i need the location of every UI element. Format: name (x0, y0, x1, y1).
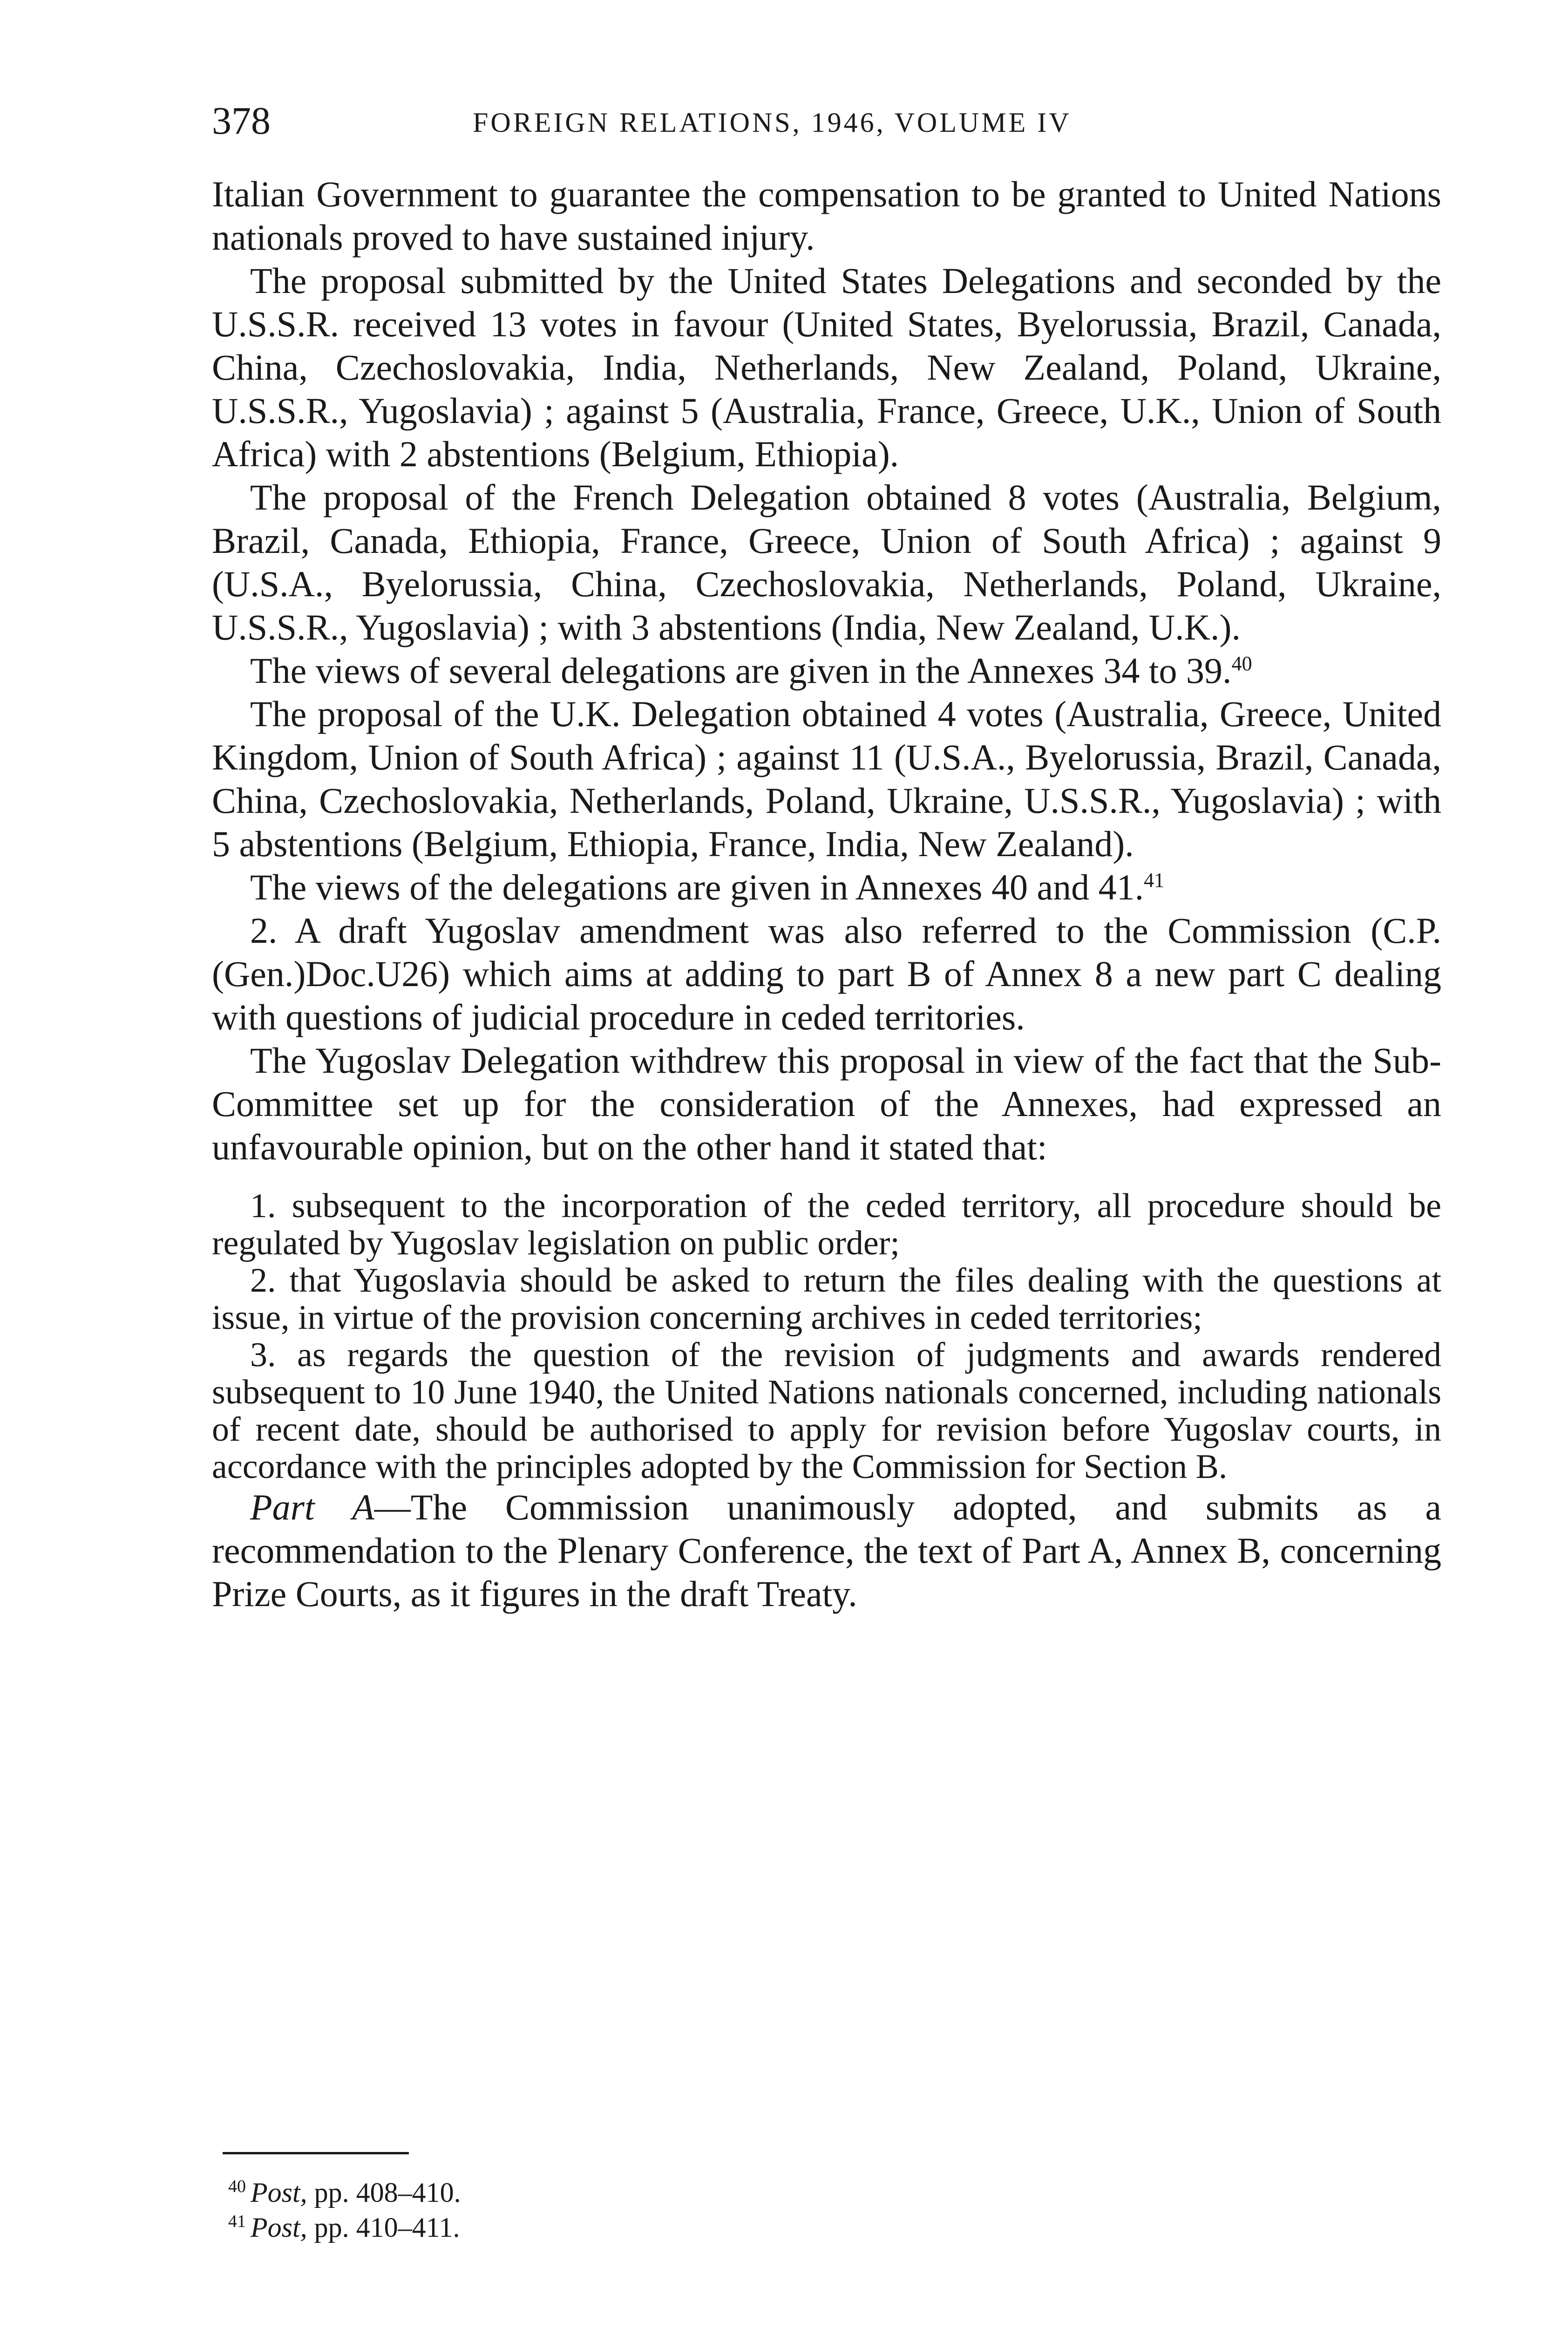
yugoslav-statement-list (212, 1187, 1441, 1485)
footnote-mark: 41 (228, 2212, 246, 2231)
footnote-label: Post, (251, 2212, 307, 2243)
paragraph-delegation-views-text: The views of the delegations are given in Annexes 40 and 41. (250, 867, 1144, 907)
footnote-text: pp. 410–411. (307, 2212, 460, 2243)
paragraph-uk-proposal-vote: The proposal of the U.K. Delegation obtained 4 votes (Australia, Greece, United Kingdom, Union of South Africa) ; against 11 (U.S.A., Byelorussia, Brazil, Canada, China, Czechoslovakia, Netherlands, Poland, Ukraine, U.S.S.R., Yugoslavia) ; with 5 abstentions (Belgium, Ethiopia, France, India, New Zealand). (212, 694, 1441, 864)
paragraph-french-proposal-vote: The proposal of the French Delegation obtained 8 votes (Australia, Belgium, Brazil, Canada, Ethiopia, France, Greece, Union of South Africa) ; against 9 (U.S.A., Byelorussia, China, Czechoslovakia, Netherlands, Poland, Ukraine, U.S.S.R., Yugoslavia) ; with 3 abstentions (India, New Zealand, U.K.). (212, 477, 1441, 647)
list-item: 2. that Yugoslavia should be asked to return the files dealing with the questions at issue, in virtue of the provision concerning archives in ceded territories; (212, 1261, 1441, 1337)
list-item: 3. as regards the question of the revision of judgments and awards rendered subsequent to 10 June 1940, the United Nations nationals concerned, including nationals of recent date, should be authorised to apply for revision before Yugoslav courts, in accordance with the principles adopted by the Commission for Section B. (212, 1336, 1441, 1486)
footnote-mark: 40 (228, 2177, 246, 2196)
footnote-text: pp. 408–410. (307, 2177, 461, 2208)
footnote-41 (228, 2210, 1346, 2245)
footnotes (228, 2175, 1346, 2245)
paragraph-continuation: Italian Government to guarantee the compensation to be granted to United Nations nationals proved to have sustained injury. (212, 174, 1441, 258)
paragraph-us-proposal-vote: The proposal submitted by the United States Delegations and seconded by the U.S.S.R. received 13 votes in favour (United States, Byelorussia, Brazil, Canada, China, Czechoslovakia, India, Netherlands, New Zealand, Poland, Ukraine, U.S.S.R., Yugoslavia) ; against 5 (Australia, France, Greece, U.K., Union of South Africa) with 2 abstentions (Belgium, Ethiopia). (212, 260, 1441, 474)
paragraph-annex-views-text: The views of several delegations are given in the Annexes 34 to 39. (250, 650, 1232, 691)
body-text (212, 172, 1441, 1615)
footnote-rule (223, 2152, 409, 2154)
paragraph-annex-views (212, 649, 1441, 692)
paragraph-yugoslav-withdrawal: The Yugoslav Delegation withdrew this proposal in view of the fact that the Sub-Committee set up for the consideration of the Annexes, had expressed an unfavourable opinion, but on the other hand it stated that: (212, 1040, 1441, 1167)
part-a-label: Part A (250, 1487, 374, 1527)
part-a-text: —The Commission unanimously adopted, and submits as a recommendation to the Plenary Conference, the text of Part A, Annex B, concerning Prize Courts, as it figures in the draft Treaty. (212, 1487, 1441, 1614)
running-head (212, 95, 1441, 147)
page-number: 378 (212, 99, 271, 143)
footnote-label: Post, (251, 2177, 307, 2208)
paragraph-part-a (212, 1485, 1441, 1615)
running-title: FOREIGN RELATIONS, 1946, VOLUME IV (473, 107, 1072, 138)
footnote-ref-40: 40 (1231, 652, 1252, 675)
paragraph-delegation-views (212, 865, 1441, 909)
footnote-40 (228, 2175, 1346, 2210)
footnote-ref-41: 41 (1144, 869, 1165, 892)
list-item: 1. subsequent to the incorporation of the ceded territory, all procedure should be regulated by Yugoslav legislation on public order; (212, 1187, 1441, 1262)
paragraph-yugoslav-amendment: 2. A draft Yugoslav amendment was also referred to the Commission (C.P.(Gen.)Doc.U26) which aims at adding to part B of Annex 8 a new part C dealing with questions of judicial procedure in ceded territories. (212, 910, 1441, 1037)
